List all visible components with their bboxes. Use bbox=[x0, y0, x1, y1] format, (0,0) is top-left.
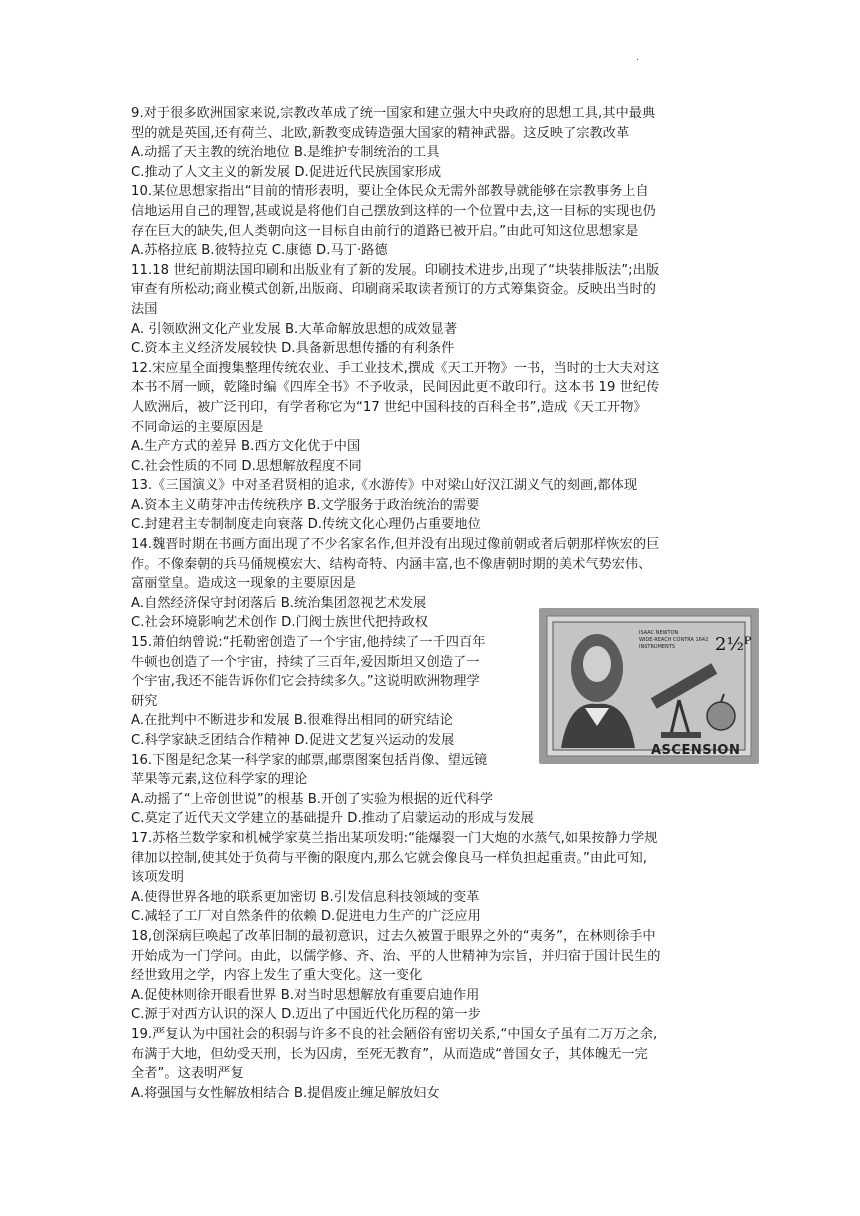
question-10-line: 存在巨大的缺失,但人类朝向这一目标自由前行的道路已被开启。”由此可知这位思想家是 bbox=[131, 223, 639, 239]
question-17-line: A.使得世界各地的联系更加密切 B.引发信息科技领域的变革 bbox=[131, 889, 480, 905]
question-18-line: 18,创深病巨唤起了改革旧制的最初意识，过去久被置于眼界之外的“夷务”，在林则徐手中 bbox=[131, 928, 656, 944]
question-15-line: 15.萧伯纳曾说:“托勒密创造了一个宇宙,他持续了一千四百年 bbox=[131, 635, 486, 651]
question-18-line: 经世致用之学，内容上发生了重大变化。这一变化 bbox=[131, 968, 423, 984]
question-18-line: A.促使林则徐开眼看世界 B.对当时思想解放有重要启迪作用 bbox=[131, 987, 480, 1003]
question-19 bbox=[131, 1025, 737, 1103]
question-10 bbox=[131, 182, 737, 260]
question-10-line: 10.某位思想家指出“目前的情形表明，要让全体民众无需外部教导就能够在宗教事务上自 bbox=[131, 184, 649, 200]
question-15-line: A.在批判中不断进步和发展 B.很难得出相同的研究结论 bbox=[131, 713, 453, 729]
svg-text:ISAAC NEWTON: ISAAC NEWTON bbox=[639, 630, 679, 636]
question-16-line: C.莫定了近代天文学建立的基础提升 D.推动了启蒙运动的形成与发展 bbox=[131, 811, 534, 827]
question-17-line: C.减轻了工厂对自然条件的依赖 D.促进电力生产的广泛应用 bbox=[131, 909, 481, 925]
question-13-line: 13.《三国演义》中对圣君贤相的追求,《水游传》中对梁山好汉江湖义气的刻画,都体现 bbox=[131, 478, 638, 494]
question-12-line: 人欧洲后，被广泛刊印，有学者称它为“17 世纪中国科技的百科全书”,造成《天工开物》 bbox=[131, 399, 647, 415]
question-10-line: 信地运用自己的理智,甚或说是将他们自己摆放到这样的一个位置中去,这一目标的实现也仍 bbox=[131, 203, 656, 219]
question-14-line: 14.魏晋时期在书画方面出现了不少名家名作,但并没有出现过像前朝或者后朝那样恢宏的巨 bbox=[131, 537, 660, 553]
question-14-line: C.社会环境影响艺术创作 D.门阀士族世代把持政权 bbox=[131, 615, 428, 631]
commemorative-stamp-image bbox=[539, 608, 759, 764]
question-9-line: C.推动了人文主义的新发展 D.促进近代民族国家形成 bbox=[131, 164, 442, 180]
question-16-line: 16.下图是纪念某一科学家的邮票,邮票图案包括肖像、望远镜 bbox=[131, 752, 488, 768]
question-14-line: 富丽堂皇。造成这一现象的主要原因是 bbox=[131, 576, 357, 592]
question-15-line: C.科学家缺乏团结合作精神 D.促进文艺复兴运动的发展 bbox=[131, 733, 455, 748]
question-12-line: 不同命运的主要原因是 bbox=[131, 419, 264, 435]
question-11-line: A. 引领欧洲文化产业发展 B.大革命解放思想的成效显著 bbox=[131, 321, 458, 337]
question-12 bbox=[131, 359, 737, 477]
question-12-line: 本书不屑一顾，乾隆时编《四库全书》不予收录，民间因此更不敢印行。这本书 19 世纪传 bbox=[131, 380, 660, 396]
question-19-line: 19.严复认为中国社会的积弱与许多不良的社会陋俗有密切关系,“中国女子虽有二万万之余, bbox=[131, 1026, 658, 1042]
svg-text:INSTRUMENTS: INSTRUMENTS bbox=[639, 644, 676, 650]
question-15-line: 牛顿也创造了一个宇宙，持续了三百年,爱因斯坦又创造了一 bbox=[131, 654, 480, 670]
question-11-line: 法国 bbox=[131, 301, 158, 317]
question-13-line: A.资本主义萌芽冲击传统秩序 B.文学服务于政治统治的需要 bbox=[131, 497, 480, 513]
question-18 bbox=[131, 927, 737, 1025]
question-12-line: A.生产方式的差异 B.西方文化优于中国 bbox=[131, 439, 361, 455]
question-11-line: 审查有所松动;商业模式创新,出版商、印刷商采取读者预订的方式筹集资金。反映出当时的 bbox=[131, 282, 656, 298]
question-17-line: 17.苏格兰数学家和机械学家莫兰指出某项发明:“能爆裂一门大炮的水蒸气,如果按静力学规 bbox=[131, 830, 658, 846]
page-mark: . bbox=[636, 52, 640, 63]
question-9-line: 9.对于很多欧洲国家来说,宗教改革成了统一国家和建立强大中央政府的思想工具,其中最典 bbox=[131, 106, 656, 121]
question-13 bbox=[131, 476, 737, 535]
question-18-line: 开始成为一门学问。由此，以儒学修、齐、治、平的人世精神为宗旨，并归宿于国计民生的 bbox=[131, 948, 661, 964]
question-11-line: C.资本主义经济发展较快 D.具备新思想传播的有利条件 bbox=[131, 341, 455, 357]
question-10-line: A.苏格拉底 B.彼特拉克 C.康德 D.马丁·路德 bbox=[131, 243, 388, 259]
question-11 bbox=[131, 261, 737, 359]
svg-text:WIDE-REACH CONTRA 1642: WIDE-REACH CONTRA 1642 bbox=[639, 637, 709, 643]
stamp-illustration bbox=[539, 608, 759, 764]
question-19-line: 布满于大地，但幼受天刑，长为囚虏，至死无教育”，从而造成“普国女子，其体魄无一完 bbox=[131, 1046, 648, 1062]
question-17-line: 该项发明 bbox=[131, 870, 184, 886]
question-11-line: 11.18 世纪前期法国印刷和出版业有了新的发展。印刷技术进步,出现了“块装排版法”;出版 bbox=[131, 262, 660, 278]
stamp-value: 2½ᴾ bbox=[715, 634, 752, 655]
question-15-line: 研究 bbox=[131, 693, 158, 709]
question-17 bbox=[131, 829, 737, 927]
question-12-line: C.社会性质的不同 D.思想解放程度不同 bbox=[131, 458, 362, 474]
question-14-line: 作。不像秦朝的兵马俑规模宏大、结构奇特、内涵丰富,也不像唐朝时期的美术气势宏伟、 bbox=[131, 556, 652, 572]
question-19-line: 全者”。这表明严复 bbox=[131, 1066, 244, 1082]
question-9-line: A.动摇了天主教的统治地位 B.是维护专制统治的工具 bbox=[131, 145, 440, 161]
question-17-line: 律加以控制,使其处于负荷与平衡的限度内,那么它就会像良马一样负担起重责。”由此可知, bbox=[131, 850, 648, 866]
question-18-line: C.源于对西方认识的深人 D.迈出了中国近代化历程的第一步 bbox=[131, 1007, 481, 1023]
question-13-line: C.封建君主专制制度走向衰落 D.传统文化心理仍占重要地位 bbox=[131, 517, 481, 533]
question-9-line: 型的就是英国,还有荷兰、北欧,新教变成铸造强大国家的精神武器。这反映了宗教改革 bbox=[131, 125, 630, 141]
question-9 bbox=[131, 104, 737, 182]
question-15-line: 个宇宙,我还不能告诉你们它会持续多久。”这说明欧洲物理学 bbox=[131, 674, 480, 690]
question-16-line: A.动摇了“上帝创世说”的根基 B.开创了实验为根据的近代科学 bbox=[131, 791, 494, 807]
question-14-line: A.自然经济保守封闭落后 B.统治集团忽视艺术发展 bbox=[131, 595, 427, 611]
stamp-country: ASCENSION bbox=[651, 743, 741, 758]
question-19-line: A.将强国与女性解放相结合 B.提倡废止缠足解放妇女 bbox=[131, 1085, 440, 1101]
question-12-line: 12.宋应星全面搜集整理传统农业、手工业技术,撰成《天工开物》一书，当时的士大夫对这 bbox=[131, 360, 660, 376]
question-list bbox=[131, 104, 737, 1103]
question-16-line: 苹果等元素,这位科学家的理论 bbox=[131, 772, 308, 788]
